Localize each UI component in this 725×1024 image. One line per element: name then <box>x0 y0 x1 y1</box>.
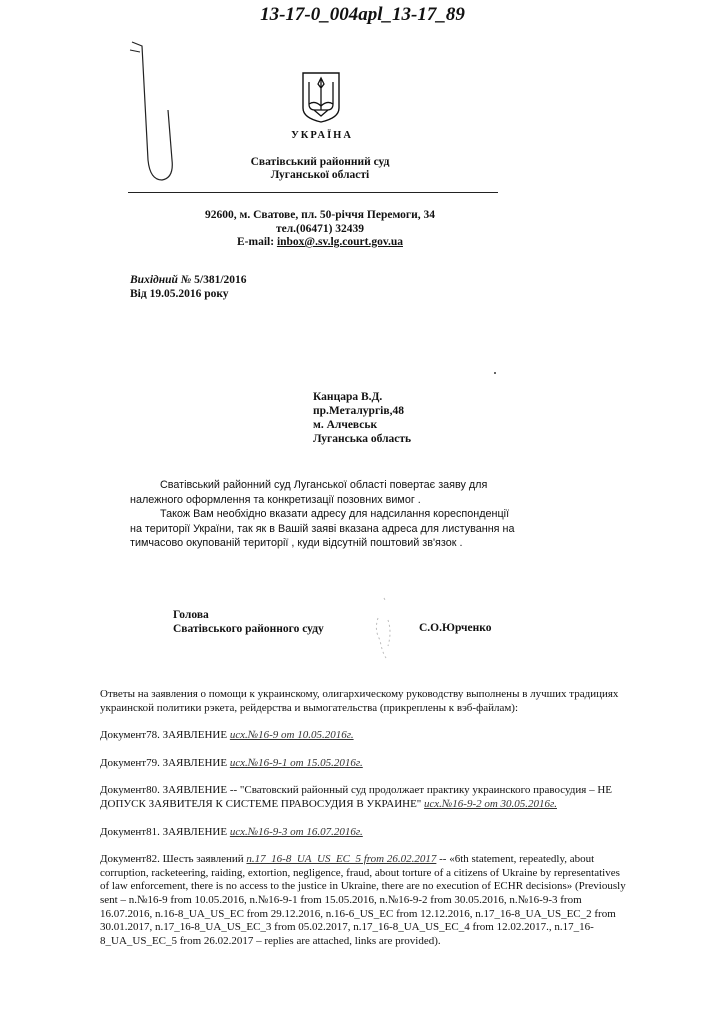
address-email <box>170 236 470 250</box>
recipient-city: м. Алчевськ <box>313 419 378 431</box>
outgoing-date-suffix: року <box>201 288 229 300</box>
note-doc78 <box>100 729 630 743</box>
outgoing-date <box>130 287 247 301</box>
note-doc80-link[interactable]: исх.№16-9-2 от 30.05.2016г. <box>424 797 557 810</box>
signature-title-line2: Сватівського районного суду <box>173 623 324 635</box>
court-address <box>170 209 470 250</box>
letterhead-divider <box>128 192 498 193</box>
email-link[interactable]: inbox@.sv.lg.court.gov.ua <box>276 236 403 248</box>
recipient-street: пр.Металургів,48 <box>313 405 404 417</box>
court-name <box>200 156 440 182</box>
outgoing-number-label: Вихідний № <box>130 274 195 286</box>
note-doc82 <box>100 853 630 948</box>
notes-intro: Ответы на заявления о помощи к украинскому, олигархическому руководству выполнены в лучших традициях украинской политики рэкета, рейдерства и вымогательства (прикреплены к вэб-файлам): <box>100 688 619 714</box>
country-name: УКРАЇНА <box>291 130 353 141</box>
letter-paragraph-1: Сватівський районний суд Луганської області повертає заяву для належного оформлення та конкретизації позовних вимог . <box>130 479 488 506</box>
court-name-line1: Сватівський районний суд <box>250 156 390 168</box>
notes-section <box>100 688 630 962</box>
note-doc82-rest: -- «6th statement, repeatedly, about corruption, racketeering, raiding, extortion, negligence, fraud, about torture of a citizens of Ukraine by representatives of law enforcement, there is no access to the justice in Ukraine, there are no execution of ECHR decisions» (Previously sent – n.№16-9 from 10.05.2016, n.№16-9-1 from 15.05.2016, n.№16-9-2 from 30.05.2016, n.№16-9-3 from 16.07.2016, n.16-8_UA_US_EC from 29.12.2016, n.16-6_US_EC from 12.12.2016, n.17_16-8_UA_US_EC_2 from 30.01.2017, n.17_16-8_UA_US_EC_3 from 05.02.2017, n.17_16-8_UA_US_EC_4 from 12.02.2017., n.17_16-8_UA_US_EC_5 from 26.02.2017 – replies are attached, links are provided). <box>100 853 626 947</box>
outgoing-date-label: Від <box>130 288 150 300</box>
outgoing-date-value: 19.05.2016 <box>149 288 202 300</box>
note-doc82-text: Документ82. Шесть заявлений <box>100 853 247 866</box>
note-doc80 <box>100 784 630 811</box>
note-doc78-text: Документ78. ЗАЯВЛЕНИЕ <box>100 729 230 742</box>
note-doc81 <box>100 826 630 840</box>
email-label: E-mail: <box>237 236 277 248</box>
note-doc79 <box>100 757 630 771</box>
letter-body <box>130 478 520 551</box>
address-line1: 92600, м. Сватове, пл. 50-річчя Перемоги, 34 <box>205 209 435 221</box>
signature-title-line1: Голова <box>173 609 209 621</box>
address-phone: тел.(06471) 32439 <box>275 222 365 235</box>
paper-clip-mark <box>128 40 188 200</box>
note-doc79-text: Документ79. ЗАЯВЛЕНИЕ <box>100 756 230 769</box>
note-doc80-text: Документ80. ЗАЯВЛЕНИЕ -- "Сватовский районный суд продолжает практику украинского правосудия – НЕ ДОПУСК ЗАЯВИТЕЛЯ К СИСТЕМЕ ПРАВОСУДИЯ В УКРАИНЕ" <box>100 784 612 810</box>
court-name-line2: Луганської області <box>270 169 370 181</box>
note-doc82-link[interactable]: n.17_16-8_UA_US_EC_5 from 26.02.2017 <box>246 853 437 866</box>
note-doc81-link[interactable]: исх.№16-9-3 от 16.07.2016г. <box>229 825 363 838</box>
document-id-header: 13-17-0_004apl_13-17_89 <box>260 4 465 25</box>
note-doc79-link[interactable]: исх.№16-9-1 от 15.05.2016г. <box>229 756 363 769</box>
signatory-name: С.О.Юрченко <box>419 622 492 634</box>
outgoing-number-value: 5/381/2016 <box>194 274 247 286</box>
scan-speck <box>494 372 496 374</box>
recipient-name: Канцара В.Д. <box>313 391 383 403</box>
recipient-address <box>313 390 411 446</box>
note-doc81-text: Документ81. ЗАЯВЛЕНИЕ <box>100 825 230 838</box>
note-doc78-link[interactable]: исх.№16-9 от 10.05.2016г. <box>229 729 354 742</box>
handwritten-signature <box>370 596 400 666</box>
outgoing-number <box>130 273 247 287</box>
letter-paragraph-2: Також Вам необхідно вказати адресу для надсилання кореспонденції на території України, так як в Вашій заяві вказана адреса для листування на тимчасово окупованій території , куди відсутній поштовий зв'язок . <box>130 508 515 550</box>
outgoing-number-block <box>130 273 247 301</box>
recipient-region: Луганська область <box>313 433 412 445</box>
trident-emblem-icon <box>300 70 342 124</box>
signature-title <box>173 608 324 636</box>
